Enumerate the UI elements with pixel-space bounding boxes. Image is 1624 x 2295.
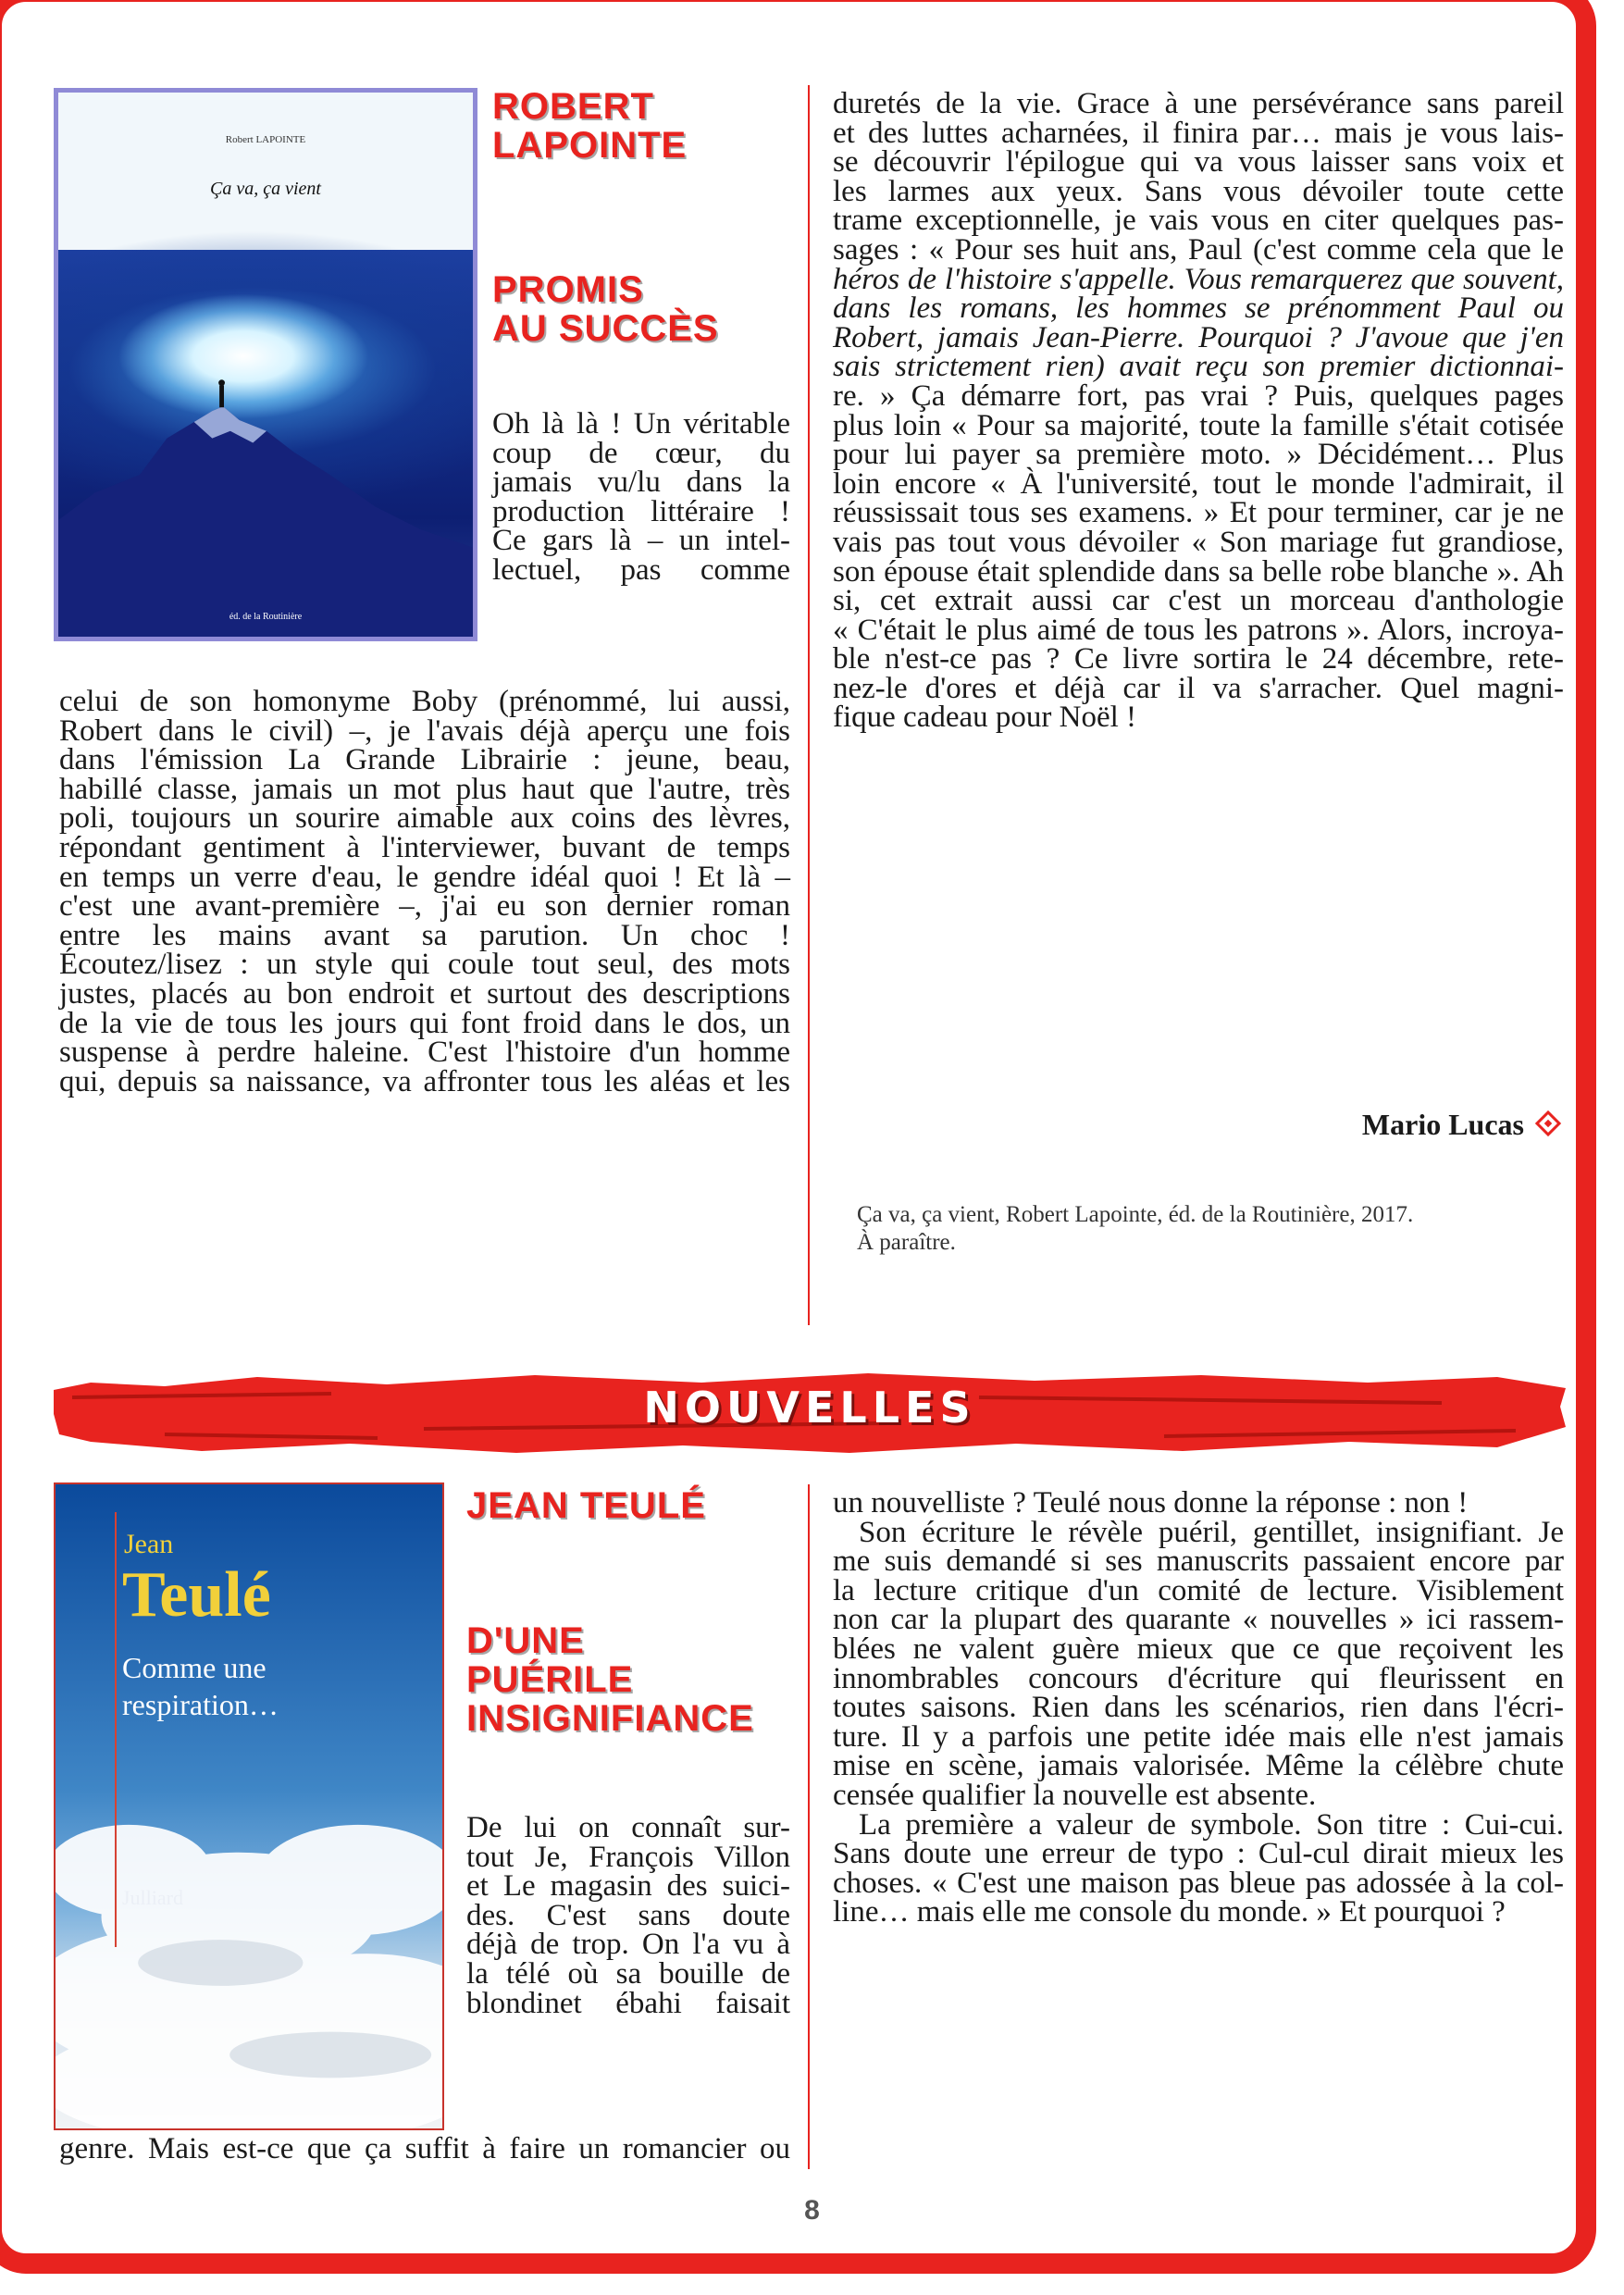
signature-name: Mario Lucas: [1361, 1108, 1524, 1141]
page-number: 8: [804, 2195, 820, 2226]
cover-red-line: [115, 1512, 117, 1947]
mountain-illustration: [58, 93, 473, 637]
cover-author: Robert LAPOINTE: [225, 134, 306, 145]
cover-author: Jean: [124, 1529, 174, 1559]
cover-title: Ça va, ça vient: [210, 179, 321, 199]
diamond-icon: [1535, 1110, 1561, 1136]
signature: [1362, 1108, 1557, 1142]
author-heading: ROBERT LAPOINTE: [492, 86, 688, 166]
section-banner-label: NOUVELLES: [643, 1383, 976, 1433]
column-divider-2: [808, 1484, 810, 2169]
article2-right-column: un nouvelliste ? Teulé nous donne la réponse : non ! Son écriture le révèle puéril, gentillet, insignifiant. Je me suis demandé si ses manuscrits passaient encore par la lecture critique d'un comité de lecture. Visiblement non car la plupart des quarante « nouvelles » ici rassem- blées ne valent guère mieux que ce que reçoivent les innombrables concours d'écriture qui fleurissent en toutes saisons. Rien dans les scénarios, rien dans l'écri- ture. Il y a parfois une petite idée mais elle n'est jamais mise en scène, jamais valorisée. Même la célèbre chute censée qualifier la nouvelle est absente. La première a valeur de symbole. Son titre : Cui-cui. Sans doute une erreur de typo : Cul-cul dirait mieux les choses. « C'est une maison pas bleue pas adossée à la col- line… mais elle me console du monde. » Et pourquoi ?: [833, 1486, 1564, 1929]
book-cover-comme-une-respiration: [54, 1482, 444, 2130]
article1-intro-narrow: Oh là là ! Un véritable coup de cœur, du jamais vu/lu dans la production littéraire ! Ce gars là – un intel- lectuel, pas comme: [492, 407, 790, 587]
column-divider: [808, 85, 810, 1325]
cover-publisher: Julliard: [122, 1886, 183, 1909]
cover-publisher: éd. de la Routinière: [229, 612, 303, 622]
book-credit: Ça va, ça vient, Robert Lapointe, éd. de la Routinière, 2017. À paraître.: [857, 1202, 1414, 1255]
title-heading-2: D'UNE PUÉRILE INSIGNIFIANCE: [466, 1620, 754, 1739]
article1-left-column: celui de son homonyme Boby (prénommé, lui aussi, Robert dans le civil) –, je l'avais déjà aperçu une fois dans l'émission La Grande Librairie : jeune, beau, habillé classe, jamais un mot plus haut que l'autre, très poli, toujours un sourire aimable aux coins des lèvres, répondant gentiment à l'interviewer, buvant de temps en temps un verre d'eau, le gendre idéal quoi ! Et là – c'est une avant-première –, j'ai eu son dernier roman entre les mains avant sa parution. Un choc ! Écoutez/lisez : un style qui coule tout seul, des mots justes, placés au bon endroit et surtout des descriptions de la vie de tous les jours qui font froid dans le dos, un suspense à perdre haleine. C'est l'histoire d'un homme qui, depuis sa naissance, va affronter tous les aléas et les: [59, 685, 790, 1098]
cover-title: Comme une respiration…: [122, 1651, 279, 1721]
cover-author-name: Teulé: [122, 1559, 271, 1631]
author-heading-2: JEAN TEULÉ: [466, 1485, 706, 1526]
article2-intro-narrow: De lui on connaît sur- tout Je, François Villon et Le magasin des suici- des. C'est sans doute déjà de trop. On l'a vu à la télé où sa bouille de blondinet ébahi faisait: [466, 1811, 790, 2020]
section-banner: [54, 1370, 1566, 1455]
title-heading: PROMIS AU SUCCÈS: [492, 269, 719, 349]
article2-left-column: genre. Mais est-ce que ça suffit à faire un romancier ou: [59, 2132, 790, 2165]
article1-right-column: duretés de la vie. Grace à une persévérance sans pareil et des luttes acharnées, il finira par… mais je vous lais- se découvrir l'épilogue qui va vous laisser sans voix et les larmes aux yeux. Sans vous dévoiler toute cette trame exceptionnelle, je vais vous en citer quelques pas- sages : « Pour ses huit ans, Paul (c'est comme cela que le héros de l'histoire s'appelle. Vous remarquerez que souvent, dans les romans, les hommes se prénomment Paul ou Robert, jamais Jean-Pierre. Pourquoi ? J'avoue que j'en sais strictement rien) avait reçu son premier dictionnai- re. » Ça démarre fort, pas vrai ? Puis, quelques pages plus loin « Pour sa majorité, toute la famille s'était cotisée pour lui payer sa première moto. » Décidément… Plus loin encore « À l'université, tout le monde l'admirait, il réussissait tous ses examens. » Et pour terminer, car je ne vais pas tout vous dévoiler « Son mariage fut grandiose, son épouse était splendide dans sa belle robe blanche ». Ah si, cet extrait aussi car c'est un morceau d'anthologie « C'était le plus aimé de tous les patrons ». Alors, incroya- ble n'est-ce pas ? Ce livre sortira le 24 décembre, rete- nez-le d'ores et déjà car il va s'arracher. Quel magni- fique cadeau pour Noël !: [833, 87, 1564, 735]
book-cover-ca-va-ca-vient: [54, 88, 477, 641]
